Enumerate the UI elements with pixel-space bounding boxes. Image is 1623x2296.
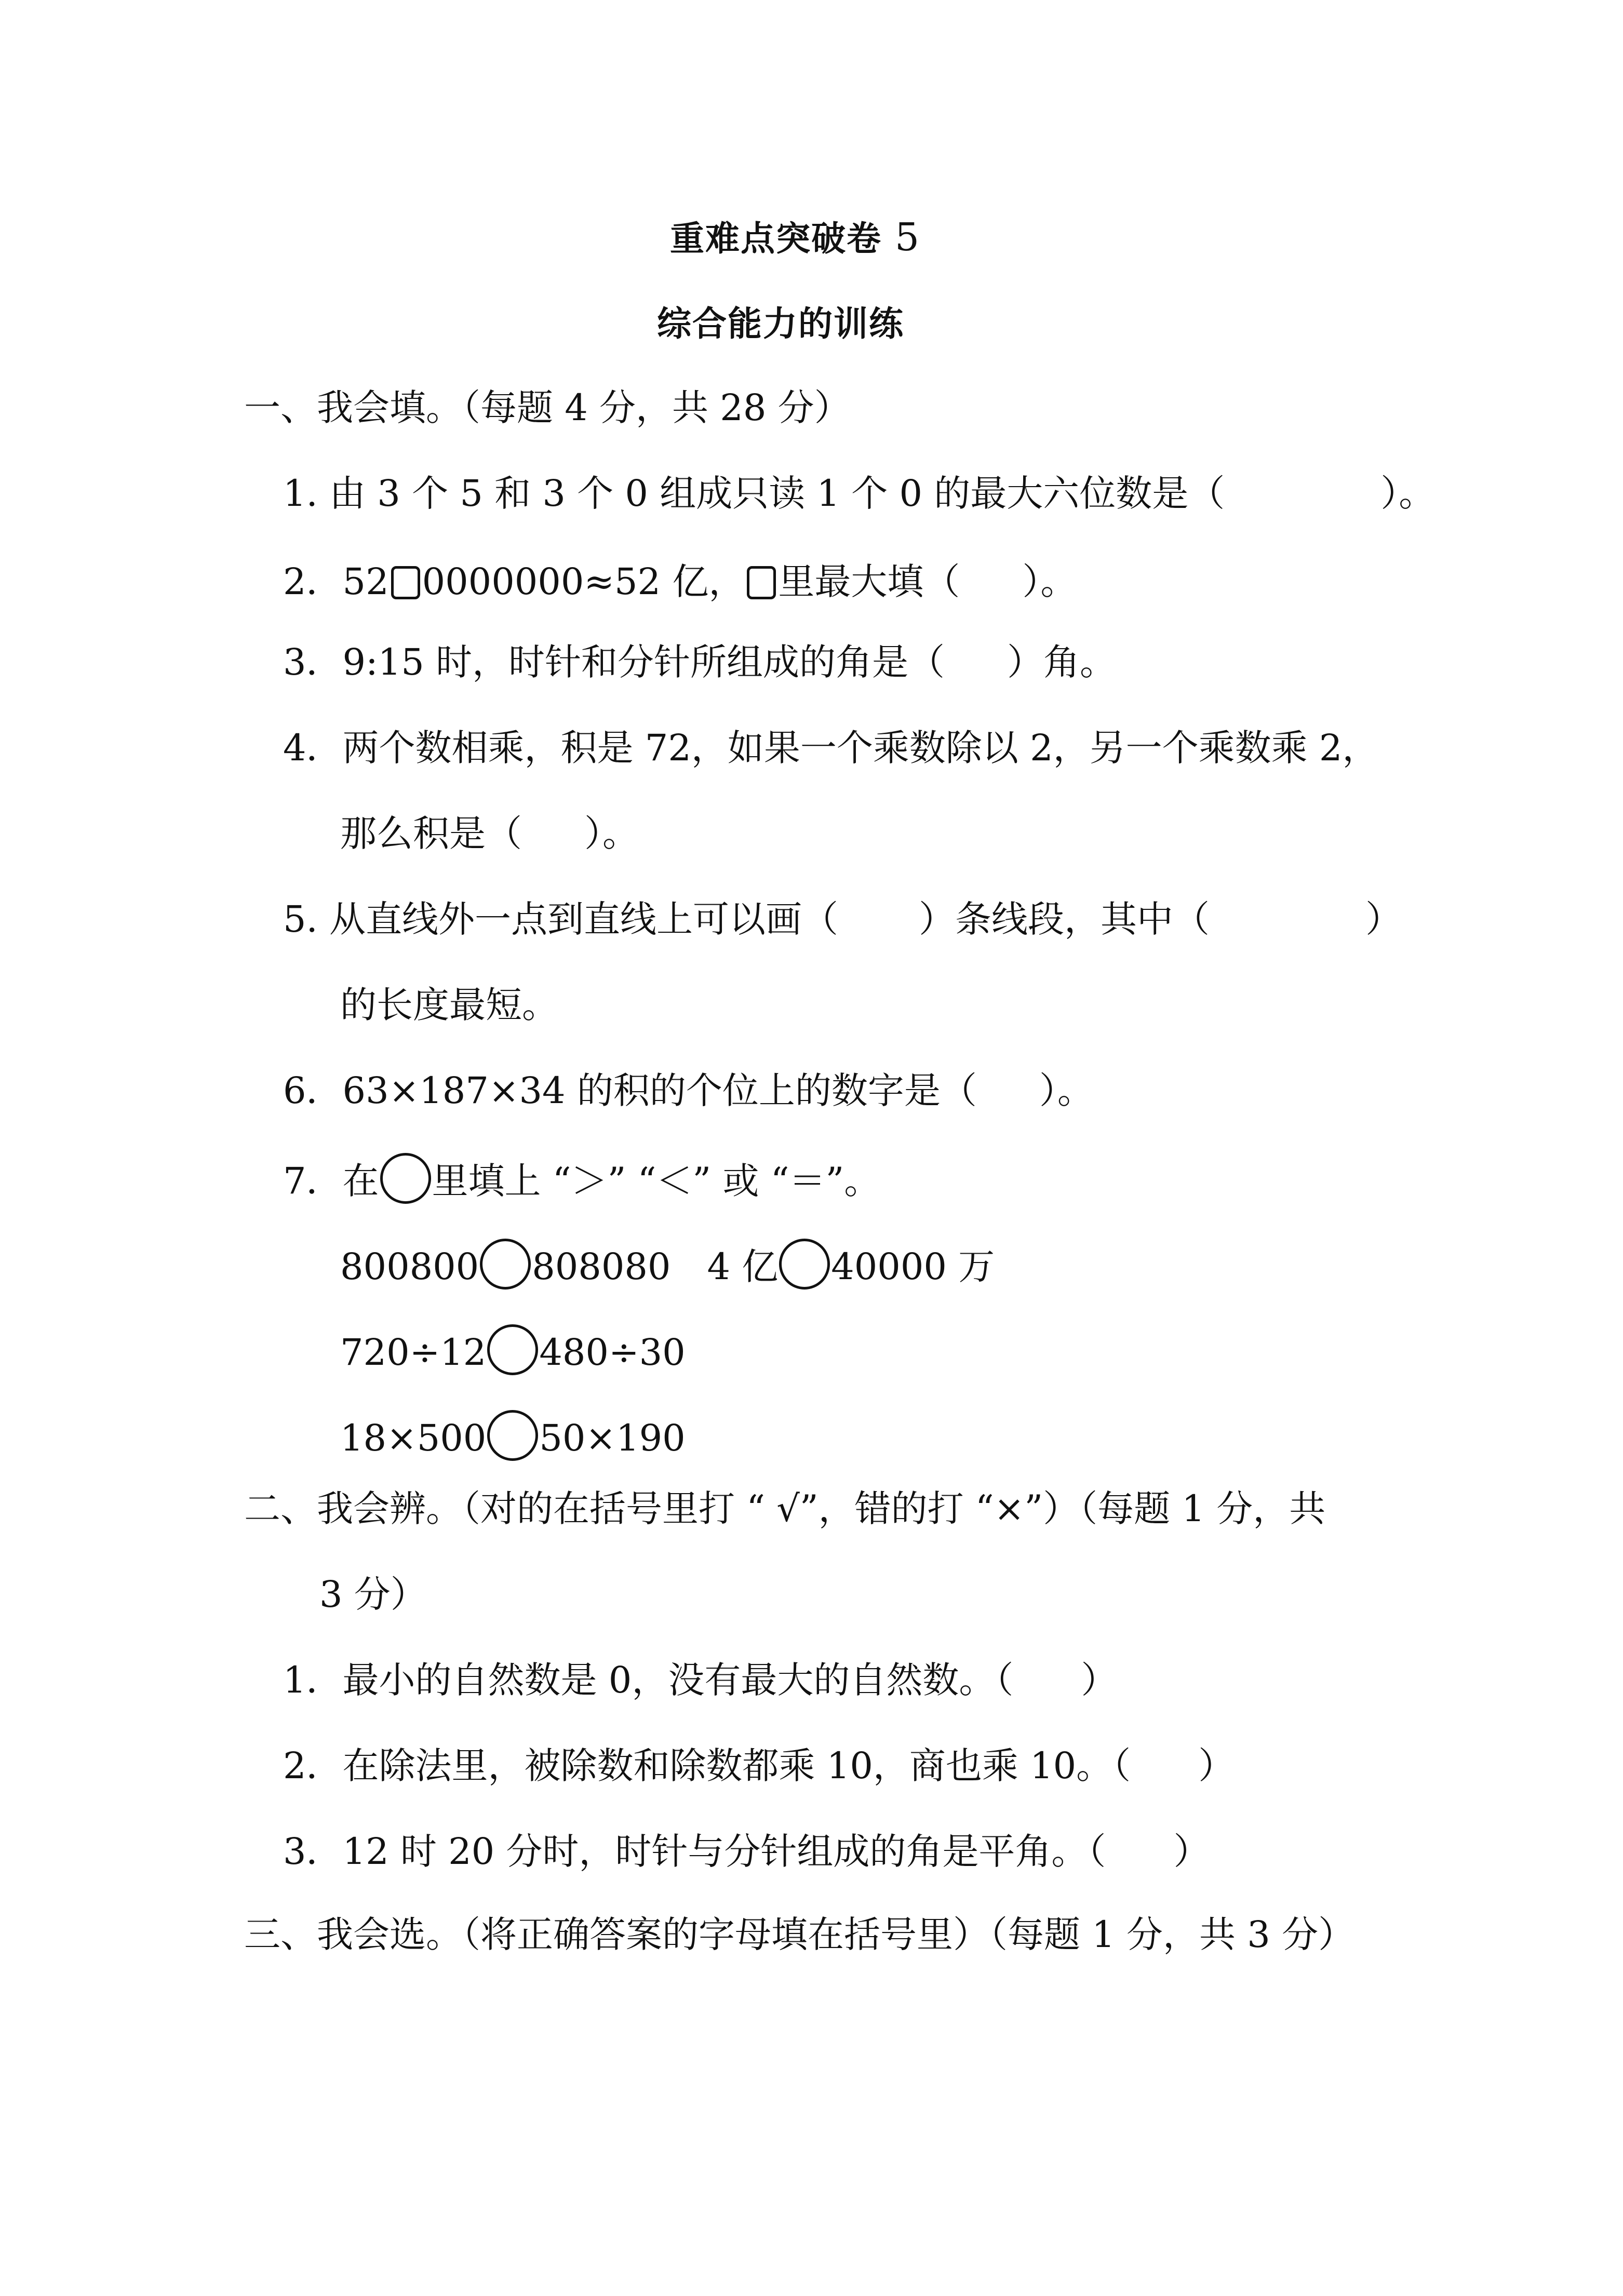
s1-question-4-line1: 4．两个数相乘，积是 72，如果一个乘数除以 2，另一个乘数乘 2，: [283, 727, 1379, 769]
s1-question-2: 2．52 0000000≈52 亿， 里最大填（ ）。: [283, 560, 1077, 603]
blank-box[interactable]: [391, 566, 420, 599]
s1-question-5-line2: 的长度最短。: [340, 984, 558, 1026]
s1-question-7: 7．在 里填上 “＞” “＜” 或 “＝”。: [283, 1153, 880, 1204]
compare-circle[interactable]: [779, 1239, 830, 1290]
s2-question-3: 3．12 时 20 分时，时针与分针组成的角是平角。（ ）: [283, 1830, 1210, 1873]
compare-circle[interactable]: [487, 1410, 538, 1461]
blank-box[interactable]: [747, 566, 776, 599]
compare-row-1: 800800 808080 4 亿 40000 万: [340, 1239, 995, 1290]
compare-row-2: 720÷12 480÷30: [340, 1324, 686, 1375]
title-text: 重难点突破卷: [670, 218, 882, 259]
section2-heading-line1: 二、我会辨。（对的在括号里打 “ √”，错的打 “×”）（每题 1 分，共: [244, 1487, 1326, 1530]
page-subtitle: 综合能力的训练: [657, 303, 904, 344]
s2-question-1: 1．最小的自然数是 0，没有最大的自然数。（ ）: [283, 1659, 1118, 1701]
section3-heading: 三、我会选。（将正确答案的字母填在括号里）（每题 1 分，共 3 分）: [244, 1913, 1355, 1956]
s1-question-1: 1. 由 3 个 5 和 3 个 0 组成只读 1 个 0 的最大六位数是（ ）。: [283, 472, 1436, 515]
compare-row-3: 18×500 50×190: [340, 1410, 686, 1461]
compare-circle[interactable]: [487, 1324, 538, 1375]
section1-heading: 一、我会填。（每题 4 分，共 28 分）: [244, 386, 851, 429]
s1-question-4-line2: 那么积是（ ）。: [340, 812, 639, 855]
section2-heading-line2: 3 分）: [319, 1573, 427, 1616]
s1-question-3: 3．9:15 时，时针和分针所组成的角是（ ）角。: [283, 641, 1116, 683]
title-number: 5: [894, 215, 921, 260]
blank-circle[interactable]: [380, 1153, 431, 1204]
s1-question-6: 6．63×187×34 的积的个位上的数字是（ ）。: [283, 1069, 1094, 1112]
s1-question-5-line1: 5. 从直线外一点到直线上可以画（ ）条线段，其中（ ）: [283, 898, 1402, 941]
compare-circle[interactable]: [480, 1239, 531, 1290]
page-title: [670, 215, 921, 260]
s2-question-2: 2．在除法里，被除数和除数都乘 10，商也乘 10。（ ）: [283, 1744, 1235, 1787]
